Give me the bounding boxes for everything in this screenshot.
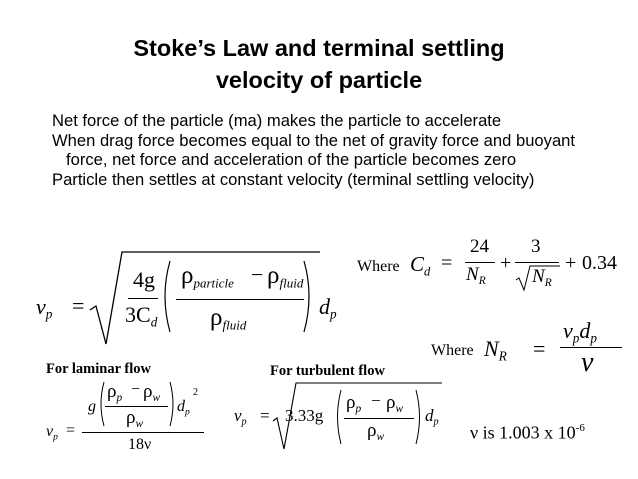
cd-term1-numerator: 24 bbox=[470, 236, 489, 257]
main-equals: = bbox=[72, 293, 85, 318]
laminar-rho-w-denominator: $\rho_w$ bbox=[126, 407, 144, 430]
laminar-minus: − bbox=[131, 381, 141, 398]
nr-equals: = bbox=[533, 336, 546, 361]
bullet-item: Particle then settles at constant velocity (terminal settling velocity) bbox=[52, 169, 535, 189]
viscosity-note-exponent: -6 bbox=[575, 422, 585, 434]
main-coef-fraction-bar bbox=[128, 298, 158, 299]
turbulent-label: For turbulent flow bbox=[270, 363, 385, 379]
bullet-item: Net force of the particle (ma) makes the particle to accelerate bbox=[52, 111, 502, 130]
turbulent-fraction-bar bbox=[344, 418, 414, 419]
laminar-rho-p: $\rho_p$ bbox=[107, 381, 123, 404]
cd-plus-1: + bbox=[500, 252, 512, 274]
title-line-2: velocity of particle bbox=[215, 67, 423, 93]
cd-constant: 0.34 bbox=[582, 252, 617, 274]
rho-particle: $\rho_{particle}$ bbox=[181, 262, 234, 291]
viscosity-note bbox=[470, 422, 585, 444]
turbulent-rho-w-denominator: $\rho_w$ bbox=[367, 420, 385, 443]
title-line-1: Stoke’s Law and terminal settling bbox=[133, 35, 505, 61]
turbulent-minus: − bbox=[371, 391, 381, 410]
cd-equals: = bbox=[441, 252, 453, 274]
laminar-rho-w-numerator: $\rho_w$ bbox=[143, 381, 161, 404]
bullet-item: When drag force becomes equal to the net of gravity force and buoyant force, net force and acceleration of the particle becomes zero bbox=[52, 130, 576, 169]
main-coef-numerator: 4g bbox=[133, 267, 155, 292]
cd-term2-numerator: 3 bbox=[531, 236, 541, 257]
main-coef-denominator: $3C_d$ bbox=[125, 302, 158, 330]
cd-where: Where bbox=[357, 258, 400, 275]
rho-fluid-numerator: $\rho_{fluid}$ bbox=[267, 262, 304, 291]
turbulent-lhs: $v_p$ bbox=[234, 406, 247, 428]
main-diameter: $d_p$ bbox=[319, 294, 337, 322]
cd-lhs: $C_d$ bbox=[410, 252, 431, 279]
rho-fluid-denominator: $\rho_{fluid}$ bbox=[210, 304, 247, 333]
main-lhs: $v_p$ bbox=[36, 294, 53, 322]
laminar-outer-fraction-bar bbox=[82, 432, 204, 433]
laminar-diameter: $d_p$ bbox=[177, 398, 190, 418]
cd-term1-fraction-bar bbox=[465, 262, 495, 263]
cd-term2-denominator: $N_R$ bbox=[532, 266, 552, 289]
laminar-denominator: 18ν bbox=[128, 436, 152, 453]
turbulent-diameter: $d_p$ bbox=[425, 406, 439, 428]
turbulent-rho-p: $\rho_p$ bbox=[346, 392, 362, 415]
cd-plus-2: + bbox=[565, 252, 577, 274]
turbulent-rho-w-numerator: $\rho_w$ bbox=[386, 392, 404, 415]
turbulent-equals: = bbox=[260, 406, 270, 425]
laminar-lhs: $v_p$ bbox=[46, 423, 58, 443]
cd-term1-denominator: $N_R$ bbox=[466, 264, 486, 287]
nr-numerator: $v_pd_p$ bbox=[563, 318, 597, 346]
laminar-label: For laminar flow bbox=[46, 361, 151, 377]
nr-denominator: ν bbox=[581, 347, 594, 378]
main-density-fraction-bar bbox=[176, 299, 304, 300]
turbulent-coefficient: 3.33g bbox=[285, 406, 324, 425]
main-minus: − bbox=[251, 262, 264, 287]
cd-term2-fraction-bar bbox=[515, 262, 559, 263]
laminar-g: g bbox=[88, 398, 96, 415]
laminar-diameter-exponent: 2 bbox=[193, 387, 198, 398]
nr-where: Where bbox=[431, 342, 474, 359]
viscosity-note-text: ν is 1.003 x 10 bbox=[470, 422, 576, 443]
laminar-equals: = bbox=[66, 422, 76, 439]
nr-lhs: $N_R$ bbox=[484, 336, 507, 364]
